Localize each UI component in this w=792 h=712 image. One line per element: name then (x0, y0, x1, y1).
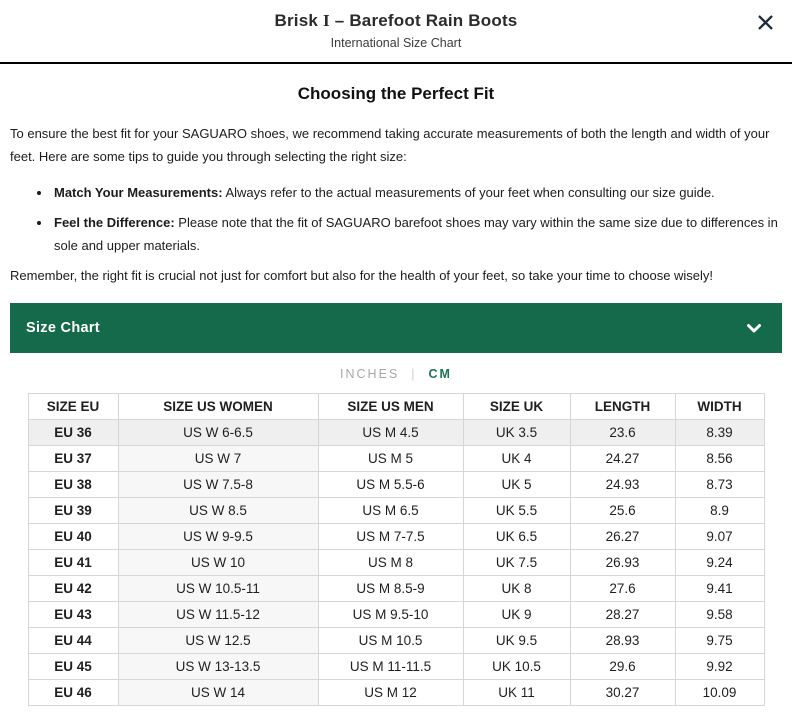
unit-divider: | (411, 367, 417, 381)
cell-length: 26.27 (570, 524, 675, 550)
cell-width: 8.73 (675, 472, 764, 498)
cell-width: 9.07 (675, 524, 764, 550)
modal-header (0, 0, 792, 64)
fit-tip-bold-label: Feel the Difference: (54, 215, 175, 230)
cell-size-uk: UK 6.5 (463, 524, 570, 550)
cell-size-us-women: US W 9-9.5 (118, 524, 318, 550)
table-row-eu-45 (28, 654, 764, 680)
cell-size-us-men: US M 12 (318, 680, 463, 706)
cell-size-eu: EU 40 (28, 524, 118, 550)
cell-length: 29.6 (570, 654, 675, 680)
cell-width: 8.56 (675, 446, 764, 472)
column-header-width: WIDTH (675, 394, 764, 420)
fit-tip-difference (52, 211, 782, 257)
cell-size-us-women: US W 14 (118, 680, 318, 706)
column-header-size-us-women: SIZE US WOMEN (118, 394, 318, 420)
cell-size-us-men: US M 7-7.5 (318, 524, 463, 550)
table-header-row (28, 394, 764, 420)
cell-size-uk: UK 4 (463, 446, 570, 472)
cell-size-eu: EU 45 (28, 654, 118, 680)
column-header-length: LENGTH (570, 394, 675, 420)
fit-tip-text: Please note that the fit of SAGUARO barefoot shoes may vary within the same size due to differences in sole and upper materials. (54, 215, 778, 253)
cell-size-uk: UK 5.5 (463, 498, 570, 524)
cell-size-us-women: US W 7 (118, 446, 318, 472)
cell-size-uk: UK 9 (463, 602, 570, 628)
cell-size-uk: UK 7.5 (463, 550, 570, 576)
cell-size-eu: EU 46 (28, 680, 118, 706)
cell-size-us-women: US W 11.5-12 (118, 602, 318, 628)
closing-paragraph: Remember, the right fit is crucial not just for comfort but also for the health of your feet, so take your time to choose wisely! (10, 268, 714, 283)
table-row-eu-43 (28, 602, 764, 628)
cell-length: 27.6 (570, 576, 675, 602)
column-header-size-uk: SIZE UK (463, 394, 570, 420)
cell-size-us-women: US W 6-6.5 (118, 420, 318, 446)
cell-size-eu: EU 39 (28, 498, 118, 524)
close-icon (757, 14, 774, 31)
chevron-down-icon (746, 323, 762, 334)
title-numeral: I (322, 11, 330, 30)
cell-size-us-men: US M 5 (318, 446, 463, 472)
cell-size-us-women: US W 13-13.5 (118, 654, 318, 680)
cell-size-us-men: US M 11-11.5 (318, 654, 463, 680)
cell-size-eu: EU 41 (28, 550, 118, 576)
cell-size-eu: EU 43 (28, 602, 118, 628)
cell-size-eu: EU 37 (28, 446, 118, 472)
section-heading: Choosing the Perfect Fit (297, 84, 495, 103)
fit-tip-bold-label: Match Your Measurements: (54, 185, 223, 200)
table-row-eu-41 (28, 550, 764, 576)
cell-width: 8.39 (675, 420, 764, 446)
cell-length: 28.93 (570, 628, 675, 654)
unit-option-cm[interactable]: CM (428, 367, 452, 381)
cell-width: 9.92 (675, 654, 764, 680)
close-button[interactable] (754, 11, 776, 33)
cell-size-uk: UK 10.5 (463, 654, 570, 680)
cell-length: 30.27 (570, 680, 675, 706)
cell-length: 28.27 (570, 602, 675, 628)
table-row-eu-42 (28, 576, 764, 602)
size-chart-table (28, 393, 765, 706)
fit-tips-list (10, 181, 782, 257)
table-row-eu-46 (28, 680, 764, 706)
page-title (40, 11, 752, 31)
cell-size-us-men: US M 8 (318, 550, 463, 576)
cell-size-us-women: US W 12.5 (118, 628, 318, 654)
table-row-eu-36 (28, 420, 764, 446)
unit-option-inches[interactable]: INCHES (340, 367, 400, 381)
size-chart-accordion-toggle[interactable] (10, 303, 782, 353)
cell-size-uk: UK 3.5 (463, 420, 570, 446)
table-row-eu-39 (28, 498, 764, 524)
cell-size-eu: EU 38 (28, 472, 118, 498)
intro-paragraph: To ensure the best fit for your SAGUARO shoes, we recommend taking accurate measurements of both the length and width of your feet. Here are some tips to guide you through selecting the right size: (10, 126, 770, 164)
title-suffix: – Barefoot Rain Boots (334, 11, 518, 30)
cell-length: 24.27 (570, 446, 675, 472)
title-prefix: Brisk (274, 11, 319, 30)
cell-size-us-women: US W 10 (118, 550, 318, 576)
cell-size-eu: EU 44 (28, 628, 118, 654)
cell-size-uk: UK 11 (463, 680, 570, 706)
cell-width: 10.09 (675, 680, 764, 706)
cell-size-us-men: US M 8.5-9 (318, 576, 463, 602)
cell-width: 9.75 (675, 628, 764, 654)
cell-width: 9.58 (675, 602, 764, 628)
cell-size-us-men: US M 9.5-10 (318, 602, 463, 628)
column-header-size-us-men: SIZE US MEN (318, 394, 463, 420)
cell-size-us-men: US M 10.5 (318, 628, 463, 654)
modal-subtitle: International Size Chart (330, 36, 462, 50)
cell-size-eu: EU 42 (28, 576, 118, 602)
table-row-eu-37 (28, 446, 764, 472)
cell-length: 26.93 (570, 550, 675, 576)
table-row-eu-38 (28, 472, 764, 498)
cell-width: 8.9 (675, 498, 764, 524)
table-row-eu-40 (28, 524, 764, 550)
cell-length: 24.93 (570, 472, 675, 498)
cell-size-uk: UK 9.5 (463, 628, 570, 654)
accordion-label: Size Chart (26, 320, 100, 336)
unit-toggle (0, 367, 792, 381)
fit-tip-measurements (52, 181, 782, 204)
cell-length: 25.6 (570, 498, 675, 524)
modal-body (0, 84, 792, 287)
cell-width: 9.41 (675, 576, 764, 602)
column-header-size-eu: SIZE EU (28, 394, 118, 420)
cell-size-us-women: US W 10.5-11 (118, 576, 318, 602)
cell-size-eu: EU 36 (28, 420, 118, 446)
cell-size-us-men: US M 6.5 (318, 498, 463, 524)
cell-size-us-men: US M 5.5-6 (318, 472, 463, 498)
cell-length: 23.6 (570, 420, 675, 446)
cell-size-us-women: US W 8.5 (118, 498, 318, 524)
cell-size-uk: UK 8 (463, 576, 570, 602)
cell-size-uk: UK 5 (463, 472, 570, 498)
table-row-eu-44 (28, 628, 764, 654)
fit-tip-text: Always refer to the actual measurements of your feet when consulting our size guide. (225, 185, 715, 200)
cell-size-us-men: US M 4.5 (318, 420, 463, 446)
cell-size-us-women: US W 7.5-8 (118, 472, 318, 498)
cell-width: 9.24 (675, 550, 764, 576)
